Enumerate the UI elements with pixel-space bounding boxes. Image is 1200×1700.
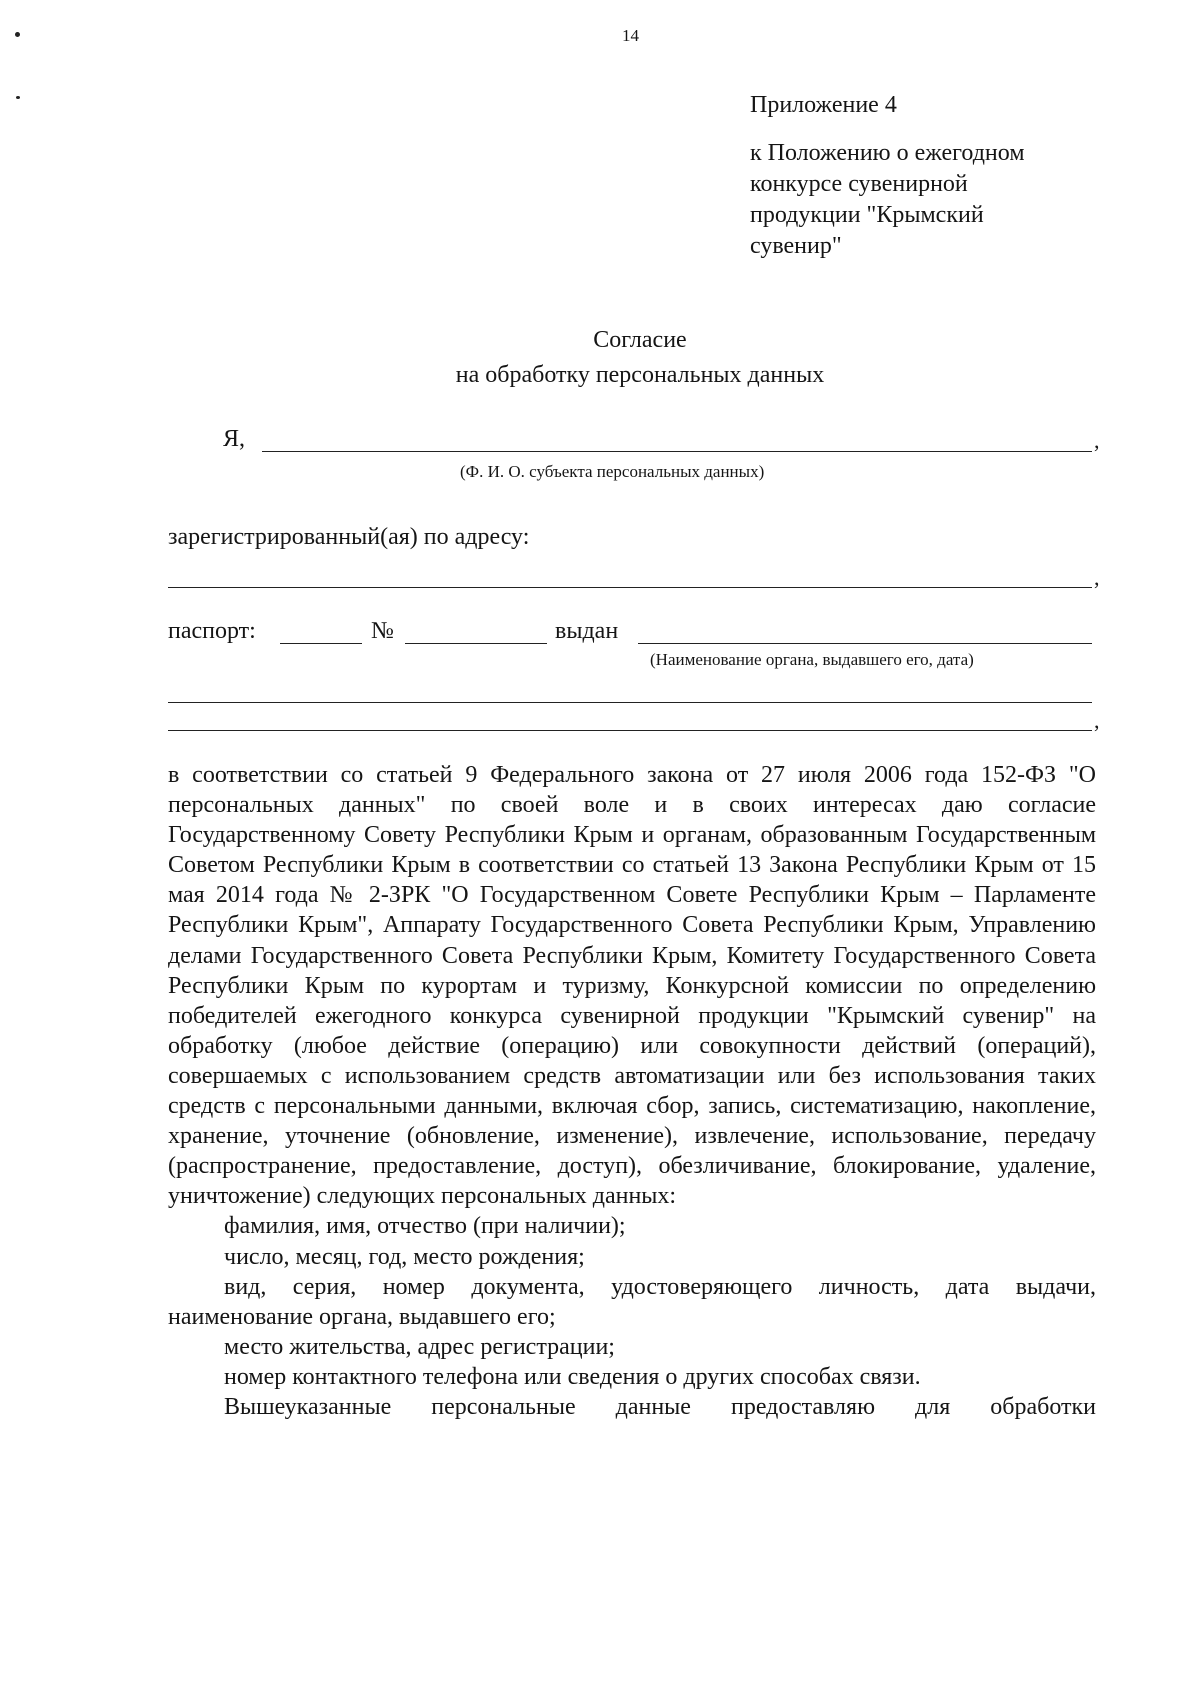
data-item-fio: фамилия, имя, отчество (при наличии);	[224, 1213, 626, 1240]
issuer-caption: (Наименование органа, выдавшего его, дата)	[650, 650, 974, 669]
appendix-line: продукции "Крымский	[750, 202, 984, 228]
passport-series-line[interactable]	[280, 643, 362, 644]
issuer-blank-line-2[interactable]	[168, 702, 1092, 703]
issuer-blank-line[interactable]	[638, 643, 1092, 644]
appendix-block	[750, 90, 1110, 262]
address-comma: ,	[1094, 565, 1100, 590]
issuer-comma: ,	[1094, 708, 1100, 733]
passport-number-line[interactable]	[405, 643, 547, 644]
address-blank-line[interactable]	[168, 587, 1092, 588]
page-number: 14	[622, 26, 639, 45]
data-item-contact: номер контактного телефона или сведения о других способах связи.	[224, 1363, 921, 1390]
appendix-line: конкурсе сувенирной	[750, 171, 968, 197]
appendix-title: Приложение 4	[750, 92, 897, 118]
scan-speck	[16, 96, 20, 99]
issued-label: выдан	[555, 618, 619, 644]
data-item-birth: число, месяц, год, место рождения;	[224, 1243, 585, 1270]
scan-speck	[15, 32, 20, 37]
fio-blank-line[interactable]	[262, 451, 1092, 452]
document-title-line2: на обработку персональных данных	[455, 362, 825, 388]
consent-body	[168, 760, 1096, 1422]
fio-caption: (Ф. И. О. субъекта персональных данных)	[460, 462, 765, 481]
passport-number-label: №	[371, 618, 394, 644]
data-item-document: вид, серия, номер документа, удостоверяющего личность, дата выдачи, наименование органа, выдавшего его;	[168, 1273, 1096, 1330]
passport-label: паспорт:	[168, 618, 256, 644]
data-item-residence: место жительства, адрес регистрации;	[224, 1333, 615, 1360]
closing-line: Вышеуказанные персональные данные предоставляю для обработки	[224, 1393, 1096, 1420]
fio-comma: ,	[1094, 428, 1100, 453]
document-title-line1: Согласие	[593, 327, 687, 353]
issuer-blank-line-3[interactable]	[168, 730, 1092, 731]
appendix-line: к Положению о ежегодном	[750, 140, 1025, 166]
i-label: Я,	[223, 426, 246, 452]
address-label: зарегистрированный(ая) по адресу:	[168, 524, 530, 550]
consent-paragraph: в соответствии со статьей 9 Федерального закона от 27 июля 2006 года 152-ФЗ "О персональных данных" по своей воле и в своих интересах даю согласие Государственному Совету Республики Крым и органам, образованным Государственным Советом Республики Крым в соответствии со статьей 13 Закона Республики Крым от 15 мая 2014 года № 2-ЗРК "О Государственном Совете Республики Крым – Парламенте Республики Крым", Аппарату Государственного Совета Республики Крым, Управлению делами Государственного Совета Республики Крым, Комитету Государственного Совета Республики Крым по курортам и туризму, Конкурсной комиссии по определению победителей ежегодного конкурса сувенирной продукции "Крымский сувенир" на обработку (любое действие (операцию) или совокупности действий (операций), совершаемых с использованием средств автоматизации или без использования таких средств с персональными данными, включая сбор, запись, систематизацию, накопление, хранение, уточнение (обновление, изменение), извлечение, использование, передачу (распространение, предоставление, доступ), обезличивание, блокирование, удаление, уничтожение) следующих персональных данных:	[168, 762, 1096, 1210]
appendix-line: сувенир"	[750, 233, 842, 259]
document-title	[0, 323, 1200, 393]
